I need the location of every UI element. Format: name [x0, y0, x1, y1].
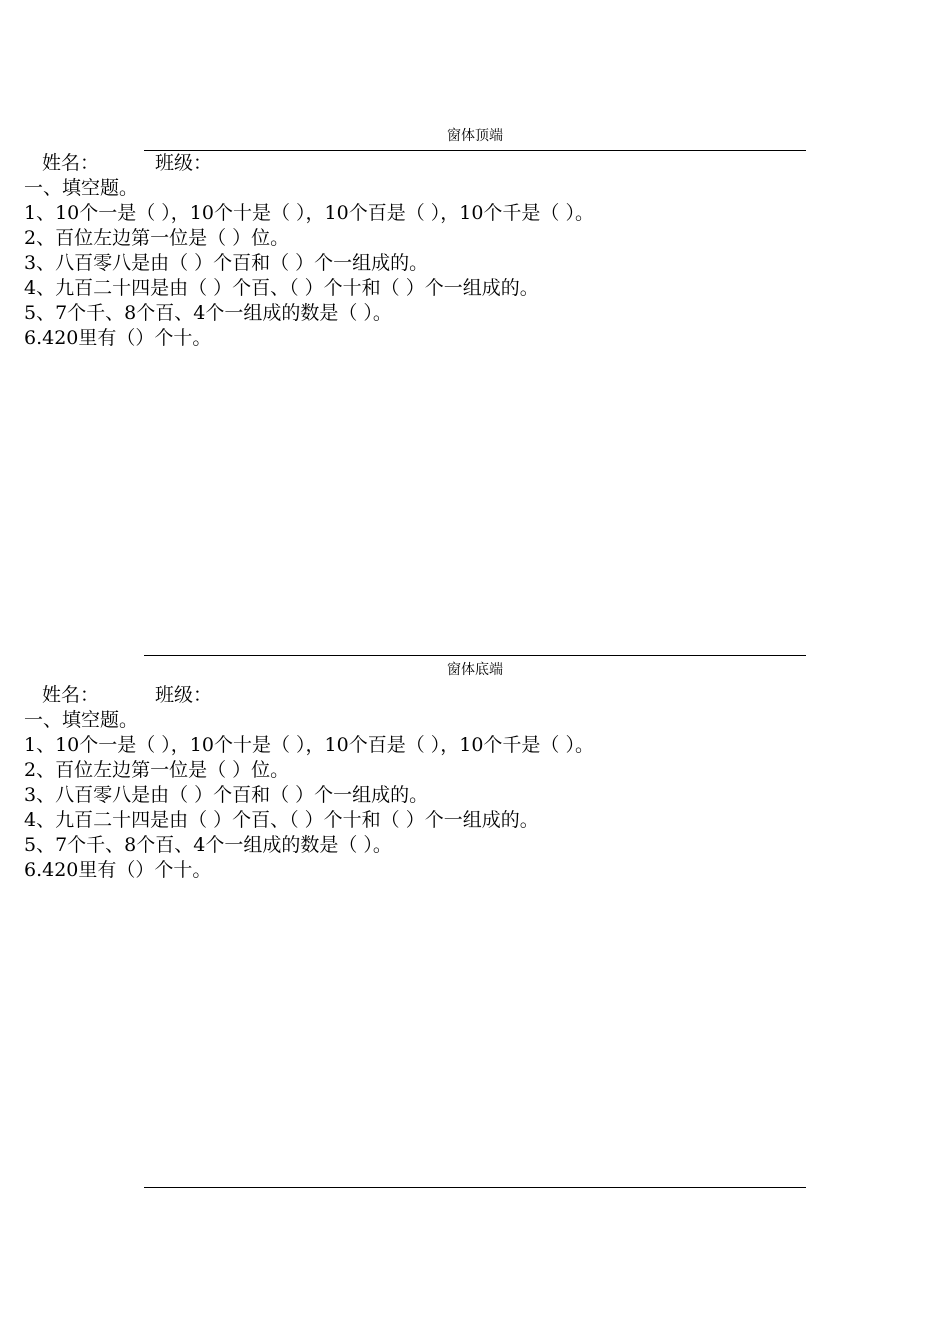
question-6: 6.420里有（）个十。 [24, 327, 212, 349]
question-3: 3、八百零八是由（ ）个百和（ ）个一组成的。 [24, 252, 429, 274]
question-1: 1、10个一是（ ），10个十是（ ），10个百是（ ），10个千是（ ）。 [24, 734, 594, 756]
question-5: 5、7个千、8个百、4个一组成的数是（ ）。 [24, 302, 392, 324]
name-label: 姓名： [42, 684, 100, 706]
question-1: 1、10个一是（ ），10个十是（ ），10个百是（ ），10个千是（ ）。 [24, 202, 594, 224]
name-label: 姓名： [42, 152, 100, 174]
question-2: 2、百位左边第一位是（ ）位。 [24, 227, 290, 249]
question-2: 2、百位左边第一位是（ ）位。 [24, 759, 290, 781]
form-end-divider [144, 1187, 806, 1188]
question-5: 5、7个千、8个百、4个一组成的数是（ ）。 [24, 834, 392, 856]
question-3: 3、八百零八是由（ ）个百和（ ）个一组成的。 [24, 784, 429, 806]
section-title: 一、填空题。 [24, 177, 139, 199]
form-bottom-divider [144, 655, 806, 656]
worksheet-form-2 [24, 683, 904, 883]
form-bottom-caption: 窗体底端 [447, 662, 503, 678]
form-top-caption: 窗体顶端 [447, 128, 503, 144]
class-label: 班级： [155, 684, 213, 706]
question-4: 4、九百二十四是由（ ）个百、（ ）个十和（ ）个一组成的。 [24, 277, 539, 299]
student-info-row [24, 151, 904, 176]
question-6: 6.420里有（）个十。 [24, 859, 212, 881]
question-4: 4、九百二十四是由（ ）个百、（ ）个十和（ ）个一组成的。 [24, 809, 539, 831]
worksheet-form-1 [24, 151, 904, 351]
section-title: 一、填空题。 [24, 709, 139, 731]
class-label: 班级： [155, 152, 213, 174]
student-info-row [24, 683, 904, 708]
